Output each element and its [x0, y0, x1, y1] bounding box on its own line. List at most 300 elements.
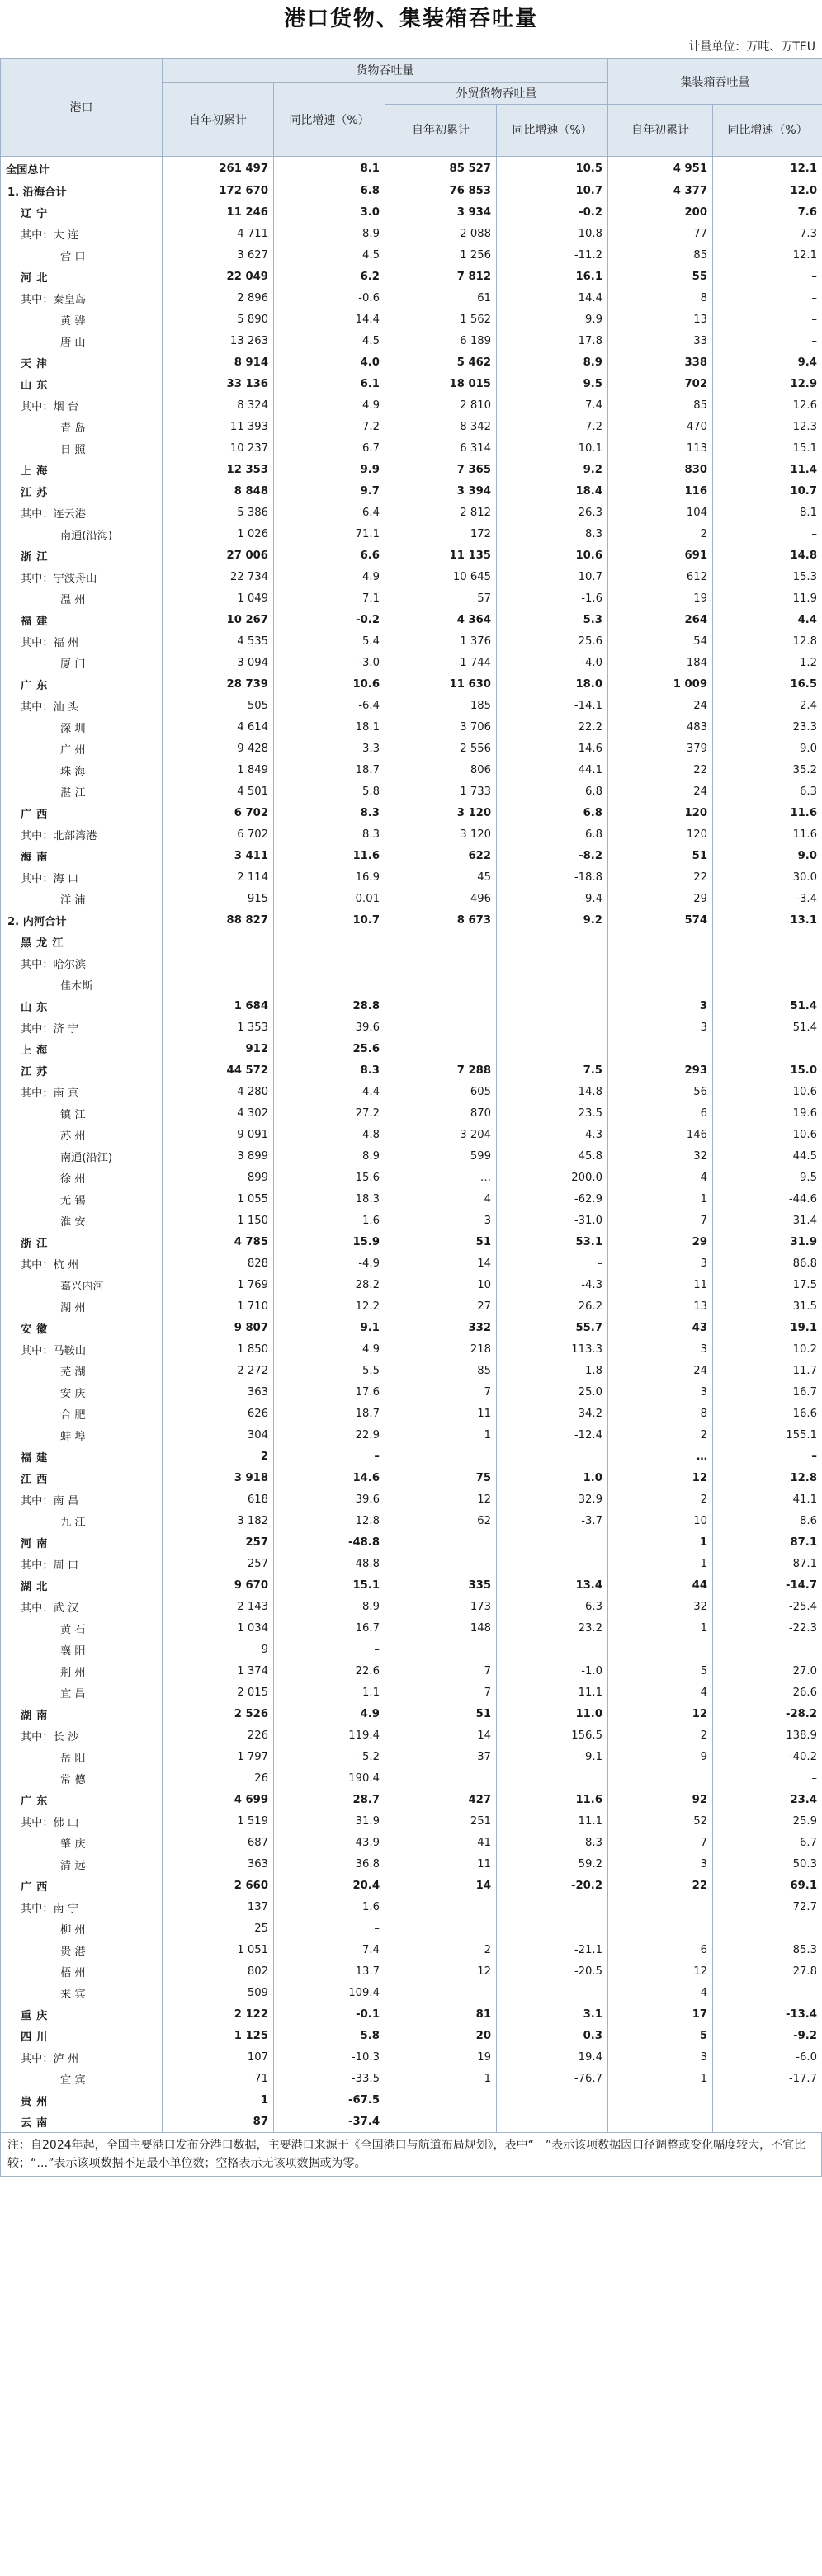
port-name: 珠 海 — [1, 759, 163, 781]
table-row — [1, 416, 822, 437]
port-name: 云南 — [1, 2111, 163, 2133]
container-yoy-cell: 10.7 — [713, 480, 822, 502]
port-name: 九 江 — [1, 1510, 163, 1531]
container-yoy-cell: 10.6 — [713, 1124, 822, 1145]
container-yoy-cell: 14.8 — [713, 545, 822, 566]
foreign-yoy-cell: 10.7 — [497, 180, 608, 201]
table-row — [1, 394, 822, 416]
foreign-yoy-cell: -3.7 — [497, 1510, 608, 1531]
container-yoy-cell: 12.0 — [713, 180, 822, 201]
container-yoy-cell: -6.0 — [713, 2046, 822, 2068]
table-row — [1, 2025, 822, 2046]
foreign-yoy-cell: 6.3 — [497, 1596, 608, 1617]
cargo-yoy-cell: 6.6 — [274, 545, 385, 566]
cargo-yoy-cell: 6.7 — [274, 437, 385, 459]
cargo-cum-cell: 2 272 — [163, 1360, 274, 1381]
cargo-yoy-cell: 15.1 — [274, 1574, 385, 1596]
foreign-cum-cell: 870 — [385, 1102, 497, 1124]
table-row — [1, 1510, 822, 1531]
foreign-cum-cell — [385, 1446, 497, 1467]
foreign-cum-cell — [385, 1531, 497, 1553]
container-yoy-cell: 8.6 — [713, 1510, 822, 1531]
port-name: 清 远 — [1, 1853, 163, 1875]
foreign-yoy-cell: -0.2 — [497, 201, 608, 223]
container-cum-cell: 17 — [608, 2003, 713, 2025]
table-body — [1, 157, 822, 2133]
foreign-yoy-cell: 8.3 — [497, 523, 608, 545]
container-yoy-cell: 10.2 — [713, 1338, 822, 1360]
container-cum-cell: 3 — [608, 1381, 713, 1403]
container-yoy-cell: 31.5 — [713, 1295, 822, 1317]
cargo-yoy-cell: 28.7 — [274, 1789, 385, 1810]
port-name: 浙江 — [1, 545, 163, 566]
port-name: 来 宾 — [1, 1982, 163, 2003]
foreign-yoy-cell: 9.2 — [497, 459, 608, 480]
table-row — [1, 1531, 822, 1553]
foreign-yoy-cell — [497, 974, 608, 995]
cargo-yoy-cell: – — [274, 1639, 385, 1660]
cargo-yoy-cell: – — [274, 1446, 385, 1467]
container-cum-cell: 3 — [608, 995, 713, 1017]
port-name: 温 州 — [1, 587, 163, 609]
container-cum-cell: 3 — [608, 1253, 713, 1274]
foreign-cum-cell — [385, 1767, 497, 1789]
foreign-cum-cell: 10 — [385, 1274, 497, 1295]
cargo-cum-cell: 22 734 — [163, 566, 274, 587]
foreign-cum-cell: 14 — [385, 1724, 497, 1746]
container-yoy-cell: 23.3 — [713, 716, 822, 738]
table-row — [1, 802, 822, 823]
cargo-yoy-cell: 4.9 — [274, 1703, 385, 1724]
cargo-cum-cell: 44 572 — [163, 1059, 274, 1081]
foreign-yoy-cell: 9.9 — [497, 309, 608, 330]
cargo-cum-cell: 2 660 — [163, 1875, 274, 1896]
port-name: 营 口 — [1, 244, 163, 266]
container-yoy-cell: 87.1 — [713, 1553, 822, 1574]
port-name: 广西 — [1, 1875, 163, 1896]
foreign-yoy-cell — [497, 1531, 608, 1553]
cargo-cum-cell: 4 614 — [163, 716, 274, 738]
foreign-yoy-cell: -11.2 — [497, 244, 608, 266]
cargo-yoy-cell: 39.6 — [274, 1017, 385, 1038]
cargo-yoy-cell: 6.4 — [274, 502, 385, 523]
table-row — [1, 330, 822, 351]
container-yoy-cell: 9.4 — [713, 351, 822, 373]
port-name: 广东 — [1, 1789, 163, 1810]
port-name: 重庆 — [1, 2003, 163, 2025]
table-row — [1, 1253, 822, 1274]
foreign-cum-cell: 76 853 — [385, 180, 497, 201]
port-name: 常 德 — [1, 1767, 163, 1789]
table-row — [1, 1210, 822, 1231]
cargo-yoy-cell: 7.1 — [274, 587, 385, 609]
container-cum-cell: 43 — [608, 1317, 713, 1338]
port-name: 嘉兴内河 — [1, 1274, 163, 1295]
foreign-cum-cell: 11 — [385, 1403, 497, 1424]
cargo-cum-cell: 1 353 — [163, 1017, 274, 1038]
port-name: 黄 石 — [1, 1617, 163, 1639]
foreign-yoy-cell: 18.0 — [497, 673, 608, 695]
container-cum-cell: 293 — [608, 1059, 713, 1081]
foreign-yoy-cell — [497, 1982, 608, 2003]
table-row — [1, 1853, 822, 1875]
container-yoy-cell: 19.6 — [713, 1102, 822, 1124]
cargo-yoy-cell: 4.9 — [274, 566, 385, 587]
foreign-yoy-cell — [497, 1017, 608, 1038]
foreign-cum-cell: 3 934 — [385, 201, 497, 223]
cargo-cum-cell: 363 — [163, 1381, 274, 1403]
cargo-cum-cell: 107 — [163, 2046, 274, 2068]
port-name: 其中：海 口 — [1, 866, 163, 888]
container-yoy-cell: 27.0 — [713, 1660, 822, 1682]
foreign-cum-cell: 427 — [385, 1789, 497, 1810]
table-row — [1, 373, 822, 394]
foreign-cum-cell: 218 — [385, 1338, 497, 1360]
table-row — [1, 1810, 822, 1832]
cargo-cum-cell: 1 519 — [163, 1810, 274, 1832]
foreign-cum-cell: 3 394 — [385, 480, 497, 502]
table-row — [1, 2068, 822, 2089]
table-row — [1, 952, 822, 974]
container-cum-cell: 1 — [608, 1531, 713, 1553]
table-row — [1, 1167, 822, 1188]
port-name: 无 锡 — [1, 1188, 163, 1210]
foreign-cum-cell: 7 — [385, 1381, 497, 1403]
foreign-cum-cell: 45 — [385, 866, 497, 888]
foreign-yoy-cell — [497, 1918, 608, 1939]
cargo-yoy-cell: 71.1 — [274, 523, 385, 545]
container-cum-cell: 146 — [608, 1124, 713, 1145]
port-name: 其中：杭 州 — [1, 1253, 163, 1274]
container-yoy-cell: 11.7 — [713, 1360, 822, 1381]
foreign-cum-cell: 7 365 — [385, 459, 497, 480]
container-yoy-cell: 25.9 — [713, 1810, 822, 1832]
table-row — [1, 459, 822, 480]
port-name: 岳 阳 — [1, 1746, 163, 1767]
foreign-yoy-cell: 156.5 — [497, 1724, 608, 1746]
container-cum-cell: 830 — [608, 459, 713, 480]
container-cum-cell: 44 — [608, 1574, 713, 1596]
cargo-yoy-cell: -0.6 — [274, 287, 385, 309]
table-row — [1, 652, 822, 673]
port-name: 其中：济 宁 — [1, 1017, 163, 1038]
container-cum-cell: 52 — [608, 1810, 713, 1832]
port-name: 辽宁 — [1, 201, 163, 223]
port-name: 安 庆 — [1, 1381, 163, 1403]
cargo-yoy-cell: 1.1 — [274, 1682, 385, 1703]
container-cum-cell: 11 — [608, 1274, 713, 1295]
cargo-yoy-cell: 43.9 — [274, 1832, 385, 1853]
container-yoy-cell: 12.3 — [713, 416, 822, 437]
foreign-yoy-cell: 1.8 — [497, 1360, 608, 1381]
cargo-cum-cell: 1 849 — [163, 759, 274, 781]
container-yoy-cell: 16.7 — [713, 1381, 822, 1403]
cargo-yoy-cell: 22.9 — [274, 1424, 385, 1446]
foreign-cum-cell: 806 — [385, 759, 497, 781]
foreign-cum-cell: 5 462 — [385, 351, 497, 373]
foreign-yoy-cell: 8.3 — [497, 1832, 608, 1853]
cargo-cum-cell: 9 807 — [163, 1317, 274, 1338]
container-cum-cell — [608, 931, 713, 952]
cargo-cum-cell: 3 918 — [163, 1467, 274, 1489]
container-yoy-cell: 35.2 — [713, 759, 822, 781]
table-row — [1, 566, 822, 587]
cargo-yoy-cell: -67.5 — [274, 2089, 385, 2111]
container-yoy-cell: 12.8 — [713, 1467, 822, 1489]
cargo-cum-cell: 87 — [163, 2111, 274, 2133]
cargo-yoy-cell — [274, 974, 385, 995]
table-row — [1, 1295, 822, 1317]
port-name: 山东 — [1, 373, 163, 394]
container-cum-cell: 200 — [608, 201, 713, 223]
table-row — [1, 995, 822, 1017]
container-cum-cell — [608, 952, 713, 974]
container-cum-cell: 29 — [608, 1231, 713, 1253]
cargo-yoy-cell: 4.9 — [274, 394, 385, 416]
cargo-cum-cell: 3 094 — [163, 652, 274, 673]
cargo-yoy-cell: 18.7 — [274, 759, 385, 781]
port-name: 其中：秦皇岛 — [1, 287, 163, 309]
cargo-cum-cell: 9 670 — [163, 1574, 274, 1596]
port-name: 其中：烟 台 — [1, 394, 163, 416]
foreign-yoy-cell: 34.2 — [497, 1403, 608, 1424]
foreign-yoy-cell: 9.2 — [497, 909, 608, 931]
foreign-cum-cell: 1 733 — [385, 781, 497, 802]
table-row — [1, 502, 822, 523]
port-name: 湖南 — [1, 1703, 163, 1724]
container-cum-cell: 7 — [608, 1210, 713, 1231]
port-name: 福建 — [1, 609, 163, 630]
cargo-yoy-cell: -5.2 — [274, 1746, 385, 1767]
container-yoy-cell: 12.1 — [713, 157, 822, 181]
container-cum-cell: 12 — [608, 1960, 713, 1982]
container-cum-cell — [608, 2089, 713, 2111]
cargo-cum-cell: 915 — [163, 888, 274, 909]
foreign-yoy-cell: 4.3 — [497, 1124, 608, 1145]
container-cum-cell: 574 — [608, 909, 713, 931]
cargo-yoy-cell: -33.5 — [274, 2068, 385, 2089]
cargo-yoy-cell: 31.9 — [274, 1810, 385, 1832]
table-row — [1, 716, 822, 738]
cargo-cum-cell: 4 302 — [163, 1102, 274, 1124]
foreign-cum-cell: 62 — [385, 1510, 497, 1531]
foreign-cum-cell — [385, 931, 497, 952]
cargo-cum-cell: 1 797 — [163, 1746, 274, 1767]
foreign-yoy-cell: 11.0 — [497, 1703, 608, 1724]
cargo-cum-cell: 618 — [163, 1489, 274, 1510]
cargo-cum-cell: 226 — [163, 1724, 274, 1746]
foreign-yoy-cell — [497, 2089, 608, 2111]
cargo-cum-cell: 1 125 — [163, 2025, 274, 2046]
foreign-yoy-cell: 7.2 — [497, 416, 608, 437]
container-cum-cell: 10 — [608, 1510, 713, 1531]
foreign-yoy-cell — [497, 1639, 608, 1660]
container-yoy-cell: 9.0 — [713, 845, 822, 866]
container-cum-cell: 1 009 — [608, 673, 713, 695]
port-name: 梧 州 — [1, 1960, 163, 1982]
cargo-yoy-cell: 15.9 — [274, 1231, 385, 1253]
container-cum-cell: 4 — [608, 1982, 713, 2003]
foreign-yoy-cell: 25.6 — [497, 630, 608, 652]
port-name: 江苏 — [1, 480, 163, 502]
container-cum-cell: 483 — [608, 716, 713, 738]
cargo-cum-cell: 8 848 — [163, 480, 274, 502]
port-name: 苏 州 — [1, 1124, 163, 1145]
port-name: 福建 — [1, 1446, 163, 1467]
table-row — [1, 609, 822, 630]
foreign-yoy-cell: 6.8 — [497, 823, 608, 845]
foreign-yoy-cell: -76.7 — [497, 2068, 608, 2089]
foreign-yoy-cell: 113.3 — [497, 1338, 608, 1360]
container-yoy-cell: 16.5 — [713, 673, 822, 695]
cargo-yoy-cell: 20.4 — [274, 1875, 385, 1896]
container-yoy-cell: 8.1 — [713, 502, 822, 523]
port-name: 河南 — [1, 1531, 163, 1553]
table-row — [1, 1038, 822, 1059]
foreign-cum-cell — [385, 1982, 497, 2003]
cargo-cum-cell: 137 — [163, 1896, 274, 1918]
cargo-yoy-cell: 10.7 — [274, 909, 385, 931]
container-yoy-cell: -44.6 — [713, 1188, 822, 1210]
cargo-yoy-cell: 15.6 — [274, 1167, 385, 1188]
cargo-yoy-cell: -0.2 — [274, 609, 385, 630]
cargo-cum-cell: 9 — [163, 1639, 274, 1660]
container-cum-cell: 55 — [608, 266, 713, 287]
container-yoy-cell: -13.4 — [713, 2003, 822, 2025]
header-port: 港口 — [1, 59, 163, 157]
container-cum-cell: 113 — [608, 437, 713, 459]
cargo-yoy-cell: 5.5 — [274, 1360, 385, 1381]
cargo-yoy-cell: 8.3 — [274, 823, 385, 845]
cargo-cum-cell: 2 896 — [163, 287, 274, 309]
container-yoy-cell: 19.1 — [713, 1317, 822, 1338]
container-yoy-cell: 2.4 — [713, 695, 822, 716]
foreign-yoy-cell: -20.2 — [497, 1875, 608, 1896]
container-yoy-cell — [713, 1639, 822, 1660]
port-name: 其中：大 连 — [1, 223, 163, 244]
foreign-cum-cell: 51 — [385, 1703, 497, 1724]
port-name: 其中：南 京 — [1, 1081, 163, 1102]
container-cum-cell: 12 — [608, 1467, 713, 1489]
cargo-cum-cell: 2 143 — [163, 1596, 274, 1617]
foreign-yoy-cell — [497, 1038, 608, 1059]
foreign-yoy-cell: -4.0 — [497, 652, 608, 673]
cargo-yoy-cell: 1.6 — [274, 1210, 385, 1231]
table-row — [1, 1403, 822, 1424]
table-row — [1, 2089, 822, 2111]
cargo-yoy-cell: 5.4 — [274, 630, 385, 652]
container-yoy-cell: -14.7 — [713, 1574, 822, 1596]
table-row — [1, 1789, 822, 1810]
foreign-yoy-cell: 22.2 — [497, 716, 608, 738]
cargo-cum-cell: 304 — [163, 1424, 274, 1446]
cargo-cum-cell: 9 428 — [163, 738, 274, 759]
port-name: 其中：周 口 — [1, 1553, 163, 1574]
foreign-yoy-cell: -12.4 — [497, 1424, 608, 1446]
foreign-cum-cell: 7 — [385, 1682, 497, 1703]
container-cum-cell: 338 — [608, 351, 713, 373]
foreign-cum-cell: 14 — [385, 1875, 497, 1896]
port-name: 广东 — [1, 673, 163, 695]
container-cum-cell: 1 — [608, 1188, 713, 1210]
cargo-cum-cell: 33 136 — [163, 373, 274, 394]
container-yoy-cell: -40.2 — [713, 1746, 822, 1767]
container-cum-cell: 9 — [608, 1746, 713, 1767]
foreign-cum-cell: 51 — [385, 1231, 497, 1253]
cargo-yoy-cell: 22.6 — [274, 1660, 385, 1682]
foreign-yoy-cell: -21.1 — [497, 1939, 608, 1960]
container-cum-cell: 22 — [608, 759, 713, 781]
container-cum-cell: 24 — [608, 781, 713, 802]
foreign-yoy-cell: -9.1 — [497, 1746, 608, 1767]
container-yoy-cell: -25.4 — [713, 1596, 822, 1617]
foreign-yoy-cell: 10.1 — [497, 437, 608, 459]
foreign-cum-cell: 61 — [385, 287, 497, 309]
foreign-cum-cell: 251 — [385, 1810, 497, 1832]
port-name: 安徽 — [1, 1317, 163, 1338]
port-name: 徐 州 — [1, 1167, 163, 1188]
foreign-yoy-cell: 32.9 — [497, 1489, 608, 1510]
table-row — [1, 1617, 822, 1639]
table-row — [1, 287, 822, 309]
foreign-yoy-cell — [497, 952, 608, 974]
cargo-cum-cell — [163, 952, 274, 974]
cargo-yoy-cell: 8.1 — [274, 157, 385, 181]
container-cum-cell: 3 — [608, 2046, 713, 2068]
foreign-cum-cell: 1 256 — [385, 244, 497, 266]
container-cum-cell: 2 — [608, 523, 713, 545]
cargo-cum-cell: 5 890 — [163, 309, 274, 330]
container-yoy-cell — [713, 974, 822, 995]
cargo-cum-cell: 11 393 — [163, 416, 274, 437]
container-cum-cell: 264 — [608, 609, 713, 630]
cargo-cum-cell: 1 — [163, 2089, 274, 2111]
table-row — [1, 2111, 822, 2133]
cargo-yoy-cell: 4.0 — [274, 351, 385, 373]
table-row — [1, 974, 822, 995]
table-row — [1, 587, 822, 609]
cargo-yoy-cell: 25.6 — [274, 1038, 385, 1059]
cargo-yoy-cell: – — [274, 1918, 385, 1939]
cargo-cum-cell: 27 006 — [163, 545, 274, 566]
table-row — [1, 1703, 822, 1724]
table-row — [1, 1274, 822, 1295]
cargo-cum-cell: 11 246 — [163, 201, 274, 223]
cargo-yoy-cell: 9.9 — [274, 459, 385, 480]
container-cum-cell: 2 — [608, 1424, 713, 1446]
container-cum-cell: 8 — [608, 287, 713, 309]
header-cargo: 货物吞吐量 — [163, 59, 608, 83]
container-cum-cell: 120 — [608, 802, 713, 823]
table-row — [1, 781, 822, 802]
foreign-cum-cell: 11 135 — [385, 545, 497, 566]
port-name: 其中：南 昌 — [1, 1489, 163, 1510]
foreign-cum-cell: 4 — [385, 1188, 497, 1210]
foreign-cum-cell: 27 — [385, 1295, 497, 1317]
container-yoy-cell: 72.7 — [713, 1896, 822, 1918]
port-name: 合 肥 — [1, 1403, 163, 1424]
container-yoy-cell: 26.6 — [713, 1682, 822, 1703]
container-cum-cell: 51 — [608, 845, 713, 866]
foreign-cum-cell: 11 630 — [385, 673, 497, 695]
container-yoy-cell: 12.8 — [713, 630, 822, 652]
container-cum-cell: 29 — [608, 888, 713, 909]
container-yoy-cell: 12.1 — [713, 244, 822, 266]
foreign-cum-cell: 85 527 — [385, 157, 497, 181]
foreign-cum-cell: 6 314 — [385, 437, 497, 459]
container-yoy-cell — [713, 1918, 822, 1939]
container-cum-cell: 2 — [608, 1724, 713, 1746]
